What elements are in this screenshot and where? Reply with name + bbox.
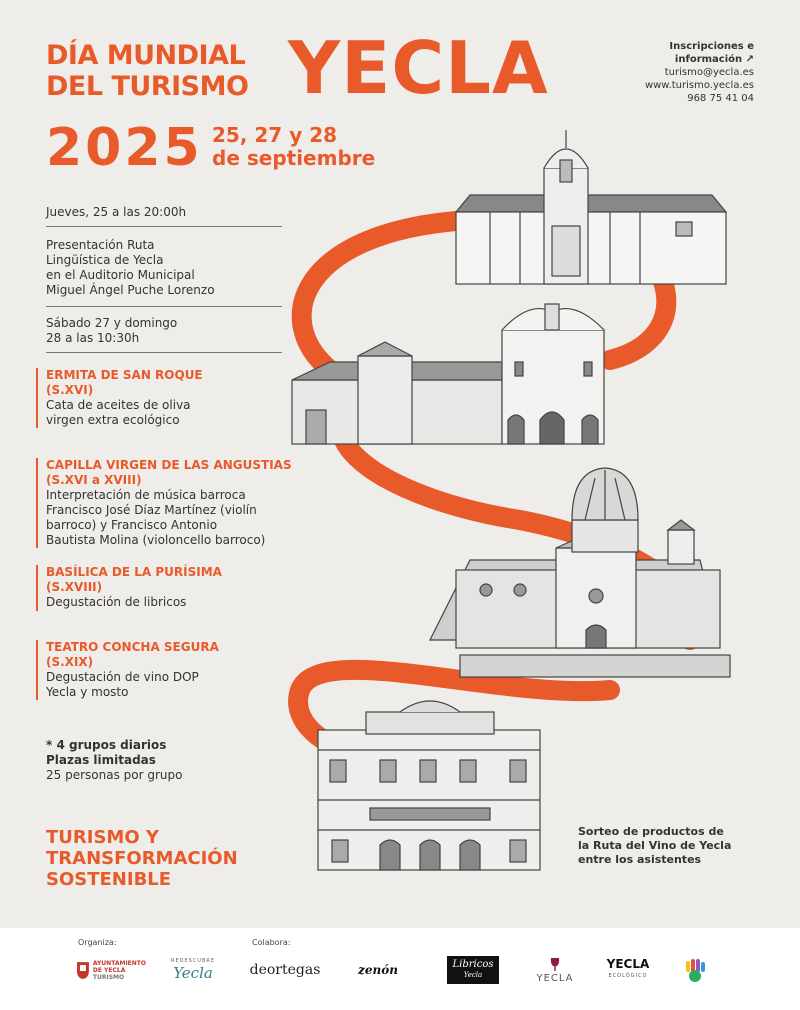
yecla-eco-logo — [598, 950, 658, 990]
venue-teatro — [46, 640, 296, 700]
building-basilica-purisima — [430, 468, 730, 677]
zenon-logo: zenón — [358, 963, 398, 977]
presentation-line4: Miguel Ángel Puche Lorenzo — [46, 283, 215, 297]
venue-desc-line: Degustación de libricos — [46, 595, 187, 609]
event-dates — [212, 124, 375, 170]
venue-desc-line: Francisco José Díaz Martínez (violín — [46, 503, 257, 517]
contact-web[interactable]: www.turismo.yecla.es — [644, 80, 754, 91]
program-presentation — [46, 238, 296, 298]
venue-name: CAPILLA VIRGEN DE LAS ANGUSTIAS — [46, 458, 292, 472]
venue-century: (S.XVIII) — [46, 580, 103, 594]
weekend-line1: Sábado 27 y domingo — [46, 316, 178, 330]
event-dates-line1: 25, 27 y 28 — [212, 123, 338, 147]
wine-glass-icon — [548, 957, 562, 973]
contact-label-line2[interactable]: información ↗ — [674, 54, 754, 65]
venue-marker — [36, 458, 38, 548]
slogan — [46, 827, 238, 890]
program-weekend — [46, 316, 296, 346]
presentation-line3: en el Auditorio Municipal — [46, 268, 195, 282]
groups-line3: 25 personas por grupo — [46, 768, 183, 782]
do-yecla-logo — [530, 950, 580, 990]
libricos-line2: Yecla — [463, 971, 483, 979]
venue-century: (S.XVI) — [46, 383, 94, 397]
presentation-bold: Lingüística — [46, 253, 111, 267]
building-capilla-angustias — [292, 304, 604, 444]
venue-desc-line: Bautista Molina (violoncello barroco) — [46, 533, 266, 547]
libricos-logo — [440, 950, 506, 990]
venue-name: BASÍLICA DE LA PURÍSIMA — [46, 565, 222, 579]
building-teatro-concha-segura — [318, 701, 540, 870]
ayuntamiento-logo — [76, 950, 146, 990]
contact-phone[interactable]: 968 75 41 04 — [687, 93, 754, 104]
coat-of-arms-icon — [76, 960, 90, 980]
venue-marker — [36, 565, 38, 611]
venue-desc-line: Cata de aceites de oliva — [46, 398, 191, 412]
do-yecla-text: YECLA — [536, 972, 574, 984]
groups-line2: Plazas limitadas — [46, 753, 156, 767]
venue-century: (S.XVI a XVIII) — [46, 473, 142, 487]
city-title: YECLA — [288, 26, 549, 110]
program-thursday: Jueves, 25 a las 20:00h — [46, 205, 187, 219]
contact-info — [645, 40, 754, 105]
hand-icon — [683, 957, 709, 983]
colabora-label: Colabora: — [252, 938, 291, 947]
colorful-hand-logo — [678, 950, 714, 990]
venue-desc-line: Interpretación de música barroca — [46, 488, 246, 502]
event-title-line1: DÍA MUNDIAL — [46, 40, 246, 71]
footer-sponsors — [0, 928, 800, 1010]
groups-info — [46, 738, 296, 783]
slogan-line1: TURISMO Y — [46, 827, 159, 848]
venue-capilla — [46, 458, 316, 548]
route-ribbon — [298, 220, 697, 760]
presentation-line1: Presentación Ruta — [46, 238, 155, 252]
event-year: 2025 — [46, 118, 203, 178]
venue-century: (S.XIX) — [46, 655, 94, 669]
groups-line1: * 4 grupos diarios — [46, 738, 167, 752]
venue-desc-line: Yecla y mosto — [46, 685, 129, 699]
redescubre-main: Yecla — [173, 964, 213, 982]
venue-desc-line: Degustación de vino DOP — [46, 670, 199, 684]
organiza-label: Organiza: — [78, 938, 117, 947]
divider — [46, 306, 282, 307]
redescubre-logo — [160, 950, 226, 990]
contact-email[interactable]: turismo@yecla.es — [664, 67, 754, 78]
deortegas-logo: deortegas — [249, 962, 321, 978]
event-title — [46, 40, 248, 102]
venue-marker — [36, 640, 38, 700]
raffle-note — [578, 825, 731, 867]
presentation-line2 — [46, 253, 296, 268]
presentation-rest: de Yecla — [110, 253, 164, 267]
raffle-line3: entre los asistentes — [578, 853, 702, 866]
raffle-line2: la Ruta del Vino de Yecla — [578, 839, 732, 852]
slogan-line2: TRANSFORMACIÓN — [46, 848, 238, 869]
yecla-eco-text: YECLA — [606, 957, 650, 971]
venue-ermita — [46, 368, 296, 428]
yecla-eco-sub: ECOLÓGICO — [608, 973, 648, 979]
slogan-line3: SOSTENIBLE — [46, 869, 172, 890]
venue-name: TEATRO CONCHA SEGURA — [46, 640, 219, 654]
raffle-line1: Sorteo de productos de — [578, 825, 724, 838]
redescubre-small: REDESCUBRE — [170, 958, 216, 964]
ayto-line3: TURISMO — [92, 973, 125, 981]
building-ermita-san-roque — [456, 130, 726, 284]
venue-name: ERMITA DE SAN ROQUE — [46, 368, 203, 382]
contact-label-line1: Inscripciones e — [669, 41, 754, 52]
event-title-line2: DEL TURISMO — [46, 71, 249, 102]
ayto-line1: AYUNTAMIENTO — [92, 959, 146, 967]
venue-desc-line: barroco) y Francisco Antonio — [46, 518, 218, 532]
venue-basilica — [46, 565, 296, 610]
libricos-line1: Libricos — [452, 959, 494, 970]
venue-marker — [36, 368, 38, 428]
venue-desc-line: virgen extra ecológico — [46, 413, 180, 427]
ayto-line2: DE YECLA — [92, 966, 126, 974]
event-dates-line2: de septiembre — [212, 146, 376, 170]
weekend-line2: 28 a las 10:30h — [46, 331, 140, 345]
divider — [46, 226, 282, 227]
divider — [46, 352, 282, 353]
